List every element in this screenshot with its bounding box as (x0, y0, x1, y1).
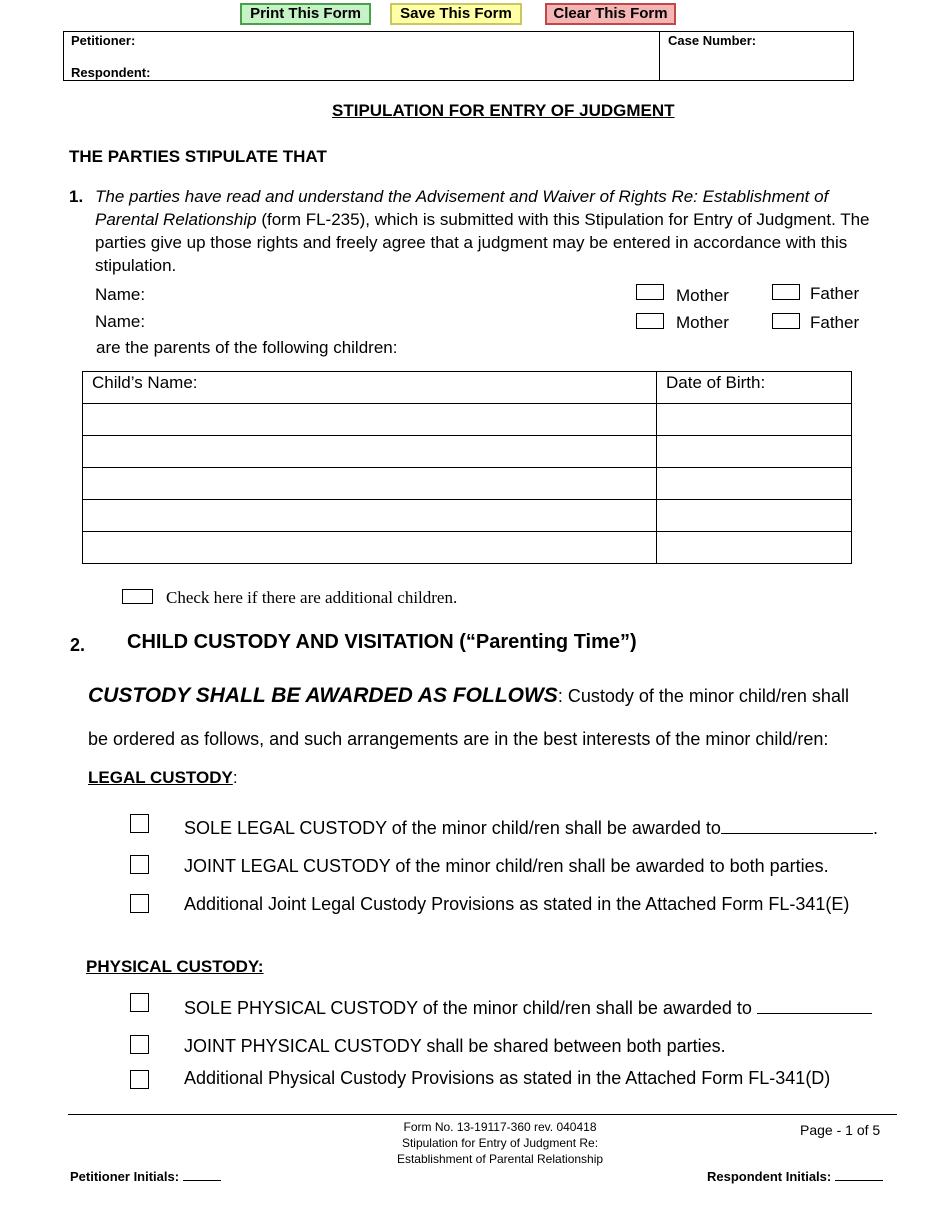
clear-form-button[interactable]: Clear This Form (545, 3, 676, 25)
advisement-rest-text: (form FL-235), which is submitted with this Stipulation for Entry of Judgment. The parties give up those rights and freely agree that a judgment may be entered in accordance with this stipulation. (95, 210, 870, 275)
legal-custody-heading: LEGAL CUSTODY (88, 768, 233, 787)
footer-form-title-1: Stipulation for Entry of Judgment Re: (401, 1136, 599, 1150)
respondent-initials-label: Respondent Initials: (707, 1169, 832, 1184)
mother-checkbox-2[interactable] (636, 313, 664, 329)
petitioner-initials-label: Petitioner Initials: (70, 1169, 180, 1184)
sole-legal-custody-checkbox[interactable] (130, 814, 149, 833)
section-2-number: 2. (70, 635, 86, 655)
father-checkbox-1[interactable] (772, 284, 800, 300)
parents-text: are the parents of the following children: (96, 338, 398, 357)
date-of-birth-cell[interactable] (657, 404, 852, 436)
date-of-birth-cell[interactable] (657, 532, 852, 564)
date-of-birth-cell[interactable] (657, 436, 852, 468)
footer-form-number: Form No. 13-19117-360 rev. 040418 (403, 1120, 597, 1134)
section-1-number: 1. (69, 187, 84, 206)
custody-text-2: be ordered as follows, and such arrangements are in the best interests of the minor child/ren: (88, 729, 829, 749)
legal-custody-colon: : (232, 768, 238, 787)
joint-physical-custody-label: JOINT PHYSICAL CUSTODY shall be shared between both parties. (184, 1036, 726, 1056)
mother-label-1: Mother (676, 286, 729, 305)
additional-physical-custody-label: Additional Physical Custody Provisions as stated in the Attached Form FL-341(D) (184, 1068, 831, 1088)
respondent-initials-line (707, 1166, 883, 1184)
physical-custody-heading: PHYSICAL CUSTODY: (86, 957, 264, 976)
sole-physical-custody-blank[interactable] (757, 995, 872, 1014)
custody-heading: CUSTODY SHALL BE AWARDED AS FOLLOWS (88, 684, 558, 707)
additional-children-checkbox[interactable] (122, 589, 153, 604)
additional-physical-custody-checkbox[interactable] (130, 1070, 149, 1089)
children-table (82, 371, 852, 564)
custody-text-1: : Custody of the minor child/ren shall (557, 686, 849, 706)
date-of-birth-cell[interactable] (657, 500, 852, 532)
child-name-cell[interactable] (83, 532, 657, 564)
father-checkbox-2[interactable] (772, 313, 800, 329)
child-name-cell[interactable] (83, 500, 657, 532)
petitioner-label: Petitioner: (71, 33, 136, 48)
child-name-cell[interactable] (83, 468, 657, 500)
child-name-header: Child’s Name: (83, 372, 657, 404)
father-label-1: Father (810, 284, 860, 303)
petitioner-initials-line (70, 1166, 221, 1184)
footer-divider (68, 1114, 897, 1115)
section-2-heading: CHILD CUSTODY AND VISITATION (“Parenting Time”) (127, 631, 637, 653)
name-label-2: Name: (95, 312, 146, 331)
print-form-button[interactable]: Print This Form (240, 3, 371, 25)
joint-physical-custody-checkbox[interactable] (130, 1035, 149, 1054)
save-form-button[interactable]: Save This Form (390, 3, 522, 25)
date-of-birth-cell[interactable] (657, 468, 852, 500)
petitioner-initials-field[interactable] (183, 1166, 221, 1181)
custody-intro-line-1 (88, 684, 849, 708)
joint-legal-custody-label: JOINT LEGAL CUSTODY of the minor child/ren shall be awarded to both parties. (184, 856, 829, 876)
sole-physical-custody-label: SOLE PHYSICAL CUSTODY of the minor child/ren shall be awarded to (184, 998, 752, 1018)
section-1-paragraph (95, 185, 875, 277)
additional-legal-custody-checkbox[interactable] (130, 894, 149, 913)
name-label-1: Name: (95, 285, 146, 304)
sole-legal-custody-line: SOLE LEGAL CUSTODY of the minor child/ren shall be awarded to . (184, 815, 878, 839)
advisement-italic-text: The parties have read and understand the Advisement and Waiver of Rights Re: Establishment of Parental Relationship (95, 187, 829, 229)
page-title: STIPULATION FOR ENTRY OF JUDGMENT (332, 101, 675, 120)
table-row (83, 468, 852, 500)
table-row (83, 404, 852, 436)
stipulate-heading: THE PARTIES STIPULATE THAT (69, 147, 327, 166)
additional-legal-custody-label: Additional Joint Legal Custody Provisions as stated in the Attached Form FL-341(E) (184, 894, 850, 914)
case-number-label: Case Number: (668, 33, 757, 48)
sole-legal-custody-blank[interactable] (721, 815, 873, 834)
mother-label-2: Mother (676, 313, 729, 332)
table-header-row (83, 372, 852, 404)
table-row (83, 436, 852, 468)
footer-form-title-2: Establishment of Parental Relationship (396, 1152, 604, 1166)
sole-physical-custody-line (184, 995, 872, 1019)
table-row (83, 500, 852, 532)
date-of-birth-header: Date of Birth: (657, 372, 852, 404)
sole-legal-custody-label: SOLE LEGAL CUSTODY of the minor child/ren shall be awarded to (184, 818, 721, 838)
additional-children-label: Check here if there are additional children. (166, 588, 458, 607)
child-name-cell[interactable] (83, 404, 657, 436)
page-number: Page - 1 of 5 (800, 1122, 881, 1138)
sole-physical-custody-checkbox[interactable] (130, 993, 149, 1012)
respondent-initials-field[interactable] (835, 1166, 883, 1181)
respondent-label: Respondent: (71, 65, 151, 80)
child-name-cell[interactable] (83, 436, 657, 468)
joint-legal-custody-checkbox[interactable] (130, 855, 149, 874)
mother-checkbox-1[interactable] (636, 284, 664, 300)
footer-form-info (350, 1119, 650, 1167)
legal-custody-heading-line (88, 768, 238, 788)
table-row (83, 532, 852, 564)
father-label-2: Father (810, 313, 860, 332)
case-header-divider (659, 31, 660, 81)
